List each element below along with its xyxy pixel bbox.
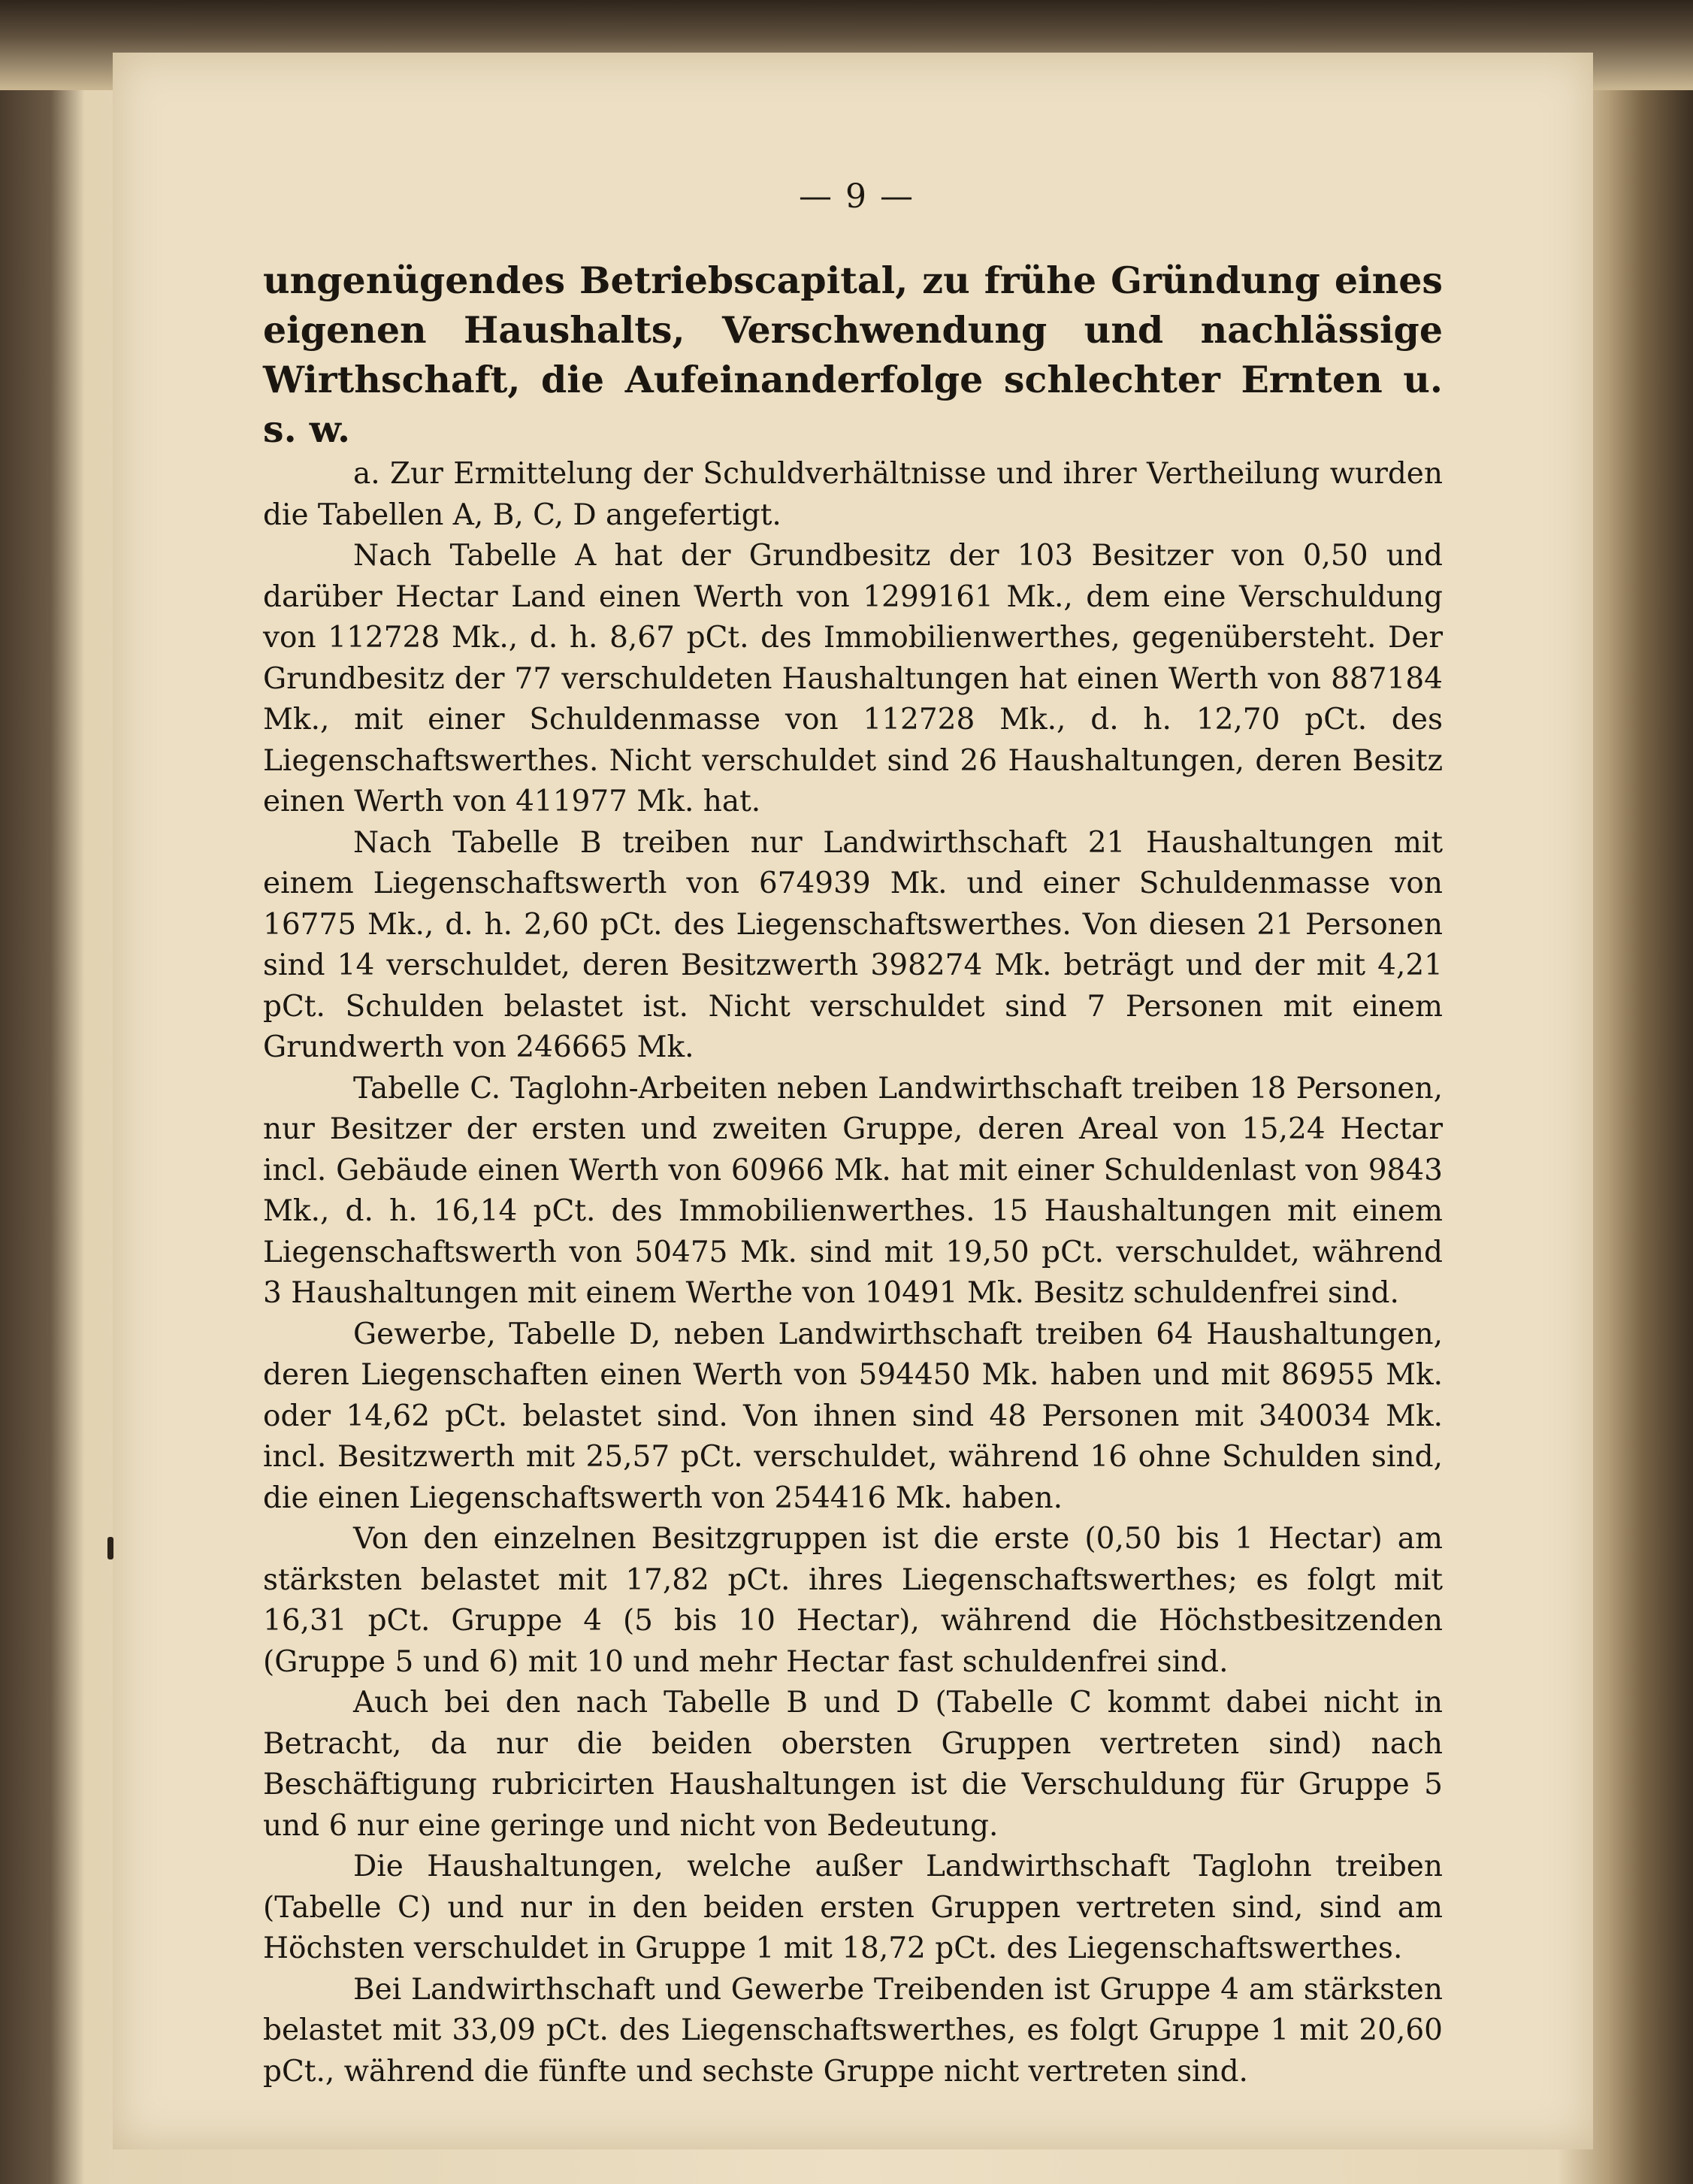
paragraph-gewerbe: Bei Landwirthschaft und Gewerbe Treibenden ist Gruppe 4 am stärksten belastet mit 33,09 pCt. des Liegenschaftswerthes, es folgt Gruppe 1 mit 20,60 pCt., während die fünfte und sechste Gruppe nicht vertreten sind. (263, 1972, 1443, 2089)
paragraph-taglohn: Die Haushaltungen, welche außer Landwirthschaft Taglohn treiben (Tabelle C) und nur in den beiden ersten Gruppen vertreten sind, sind am Höchsten verschuldet in Gruppe 1 mit 18,72 pCt. des Liegenschaftswerthes. (263, 1850, 1443, 1965)
paragraph-tabelle-a: Nach Tabelle A hat der Grundbesitz der 103 Besitzer von 0,50 und darüber Hectar Land einen Werth von 1299161 Mk., dem eine Verschuldung von 112728 Mk., d. h. 8,67 pCt. des Immobilienwerthes, gegenübersteht. Der Grundbesitz der 77 verschuldeten Haushaltungen hat einen Werth von 887184 Mk., mit einer Schuldenmasse von 112728 Mk., d. h. 12,70 pCt. des Liegenschaftswerthes. Nicht verschuldet sind 26 Haushaltungen, deren Besitz einen Werth von 411977 Mk. hat. (263, 539, 1443, 818)
paragraph-tabelle-d: Gewerbe, Tabelle D, neben Landwirthschaft treiben 64 Haushaltungen, deren Liegenschaften einen Werth von 594450 Mk. haben und mit 86955 Mk. oder 14,62 pCt. belastet sind. Von ihnen sind 48 Personen mit 340034 Mk. incl. Besitzwerth mit 25,57 pCt. verschuldet, während 16 ohne Schulden sind, die einen Liegenschaftswerth von 254416 Mk. haben. (263, 1317, 1443, 1515)
paragraph-tabelle-c: Tabelle C. Taglohn-Arbeiten neben Landwirthschaft treiben 18 Personen, nur Besitzer der ersten und zweiten Gruppe, deren Areal von 15,24 Hectar incl. Gebäude einen Werth von 60966 Mk. hat mit einer Schuldenlast von 9843 Mk., d. h. 16,14 pCt. des Immobilienwerthes. 15 Haushaltungen mit einem Liegenschaftswerth von 50475 Mk. sind mit 19,50 pCt. verschuldet, während 3 Haushaltungen mit einem Werthe von 10491 Mk. Besitz schuldenfrei sind. (263, 1071, 1443, 1310)
page-number: — 9 — (799, 177, 915, 216)
paragraph-continuation: ungenügendes Betriebscapital, zu frühe Gründung eines eigenen Haushalts, Verschwendung und nachlässige Wirthschaft, die Aufeinanderfolge schlechter Ernten u. s. w. (263, 259, 1443, 451)
body-text (263, 256, 1443, 2092)
paragraph-section-a: a. Zur Ermittelung der Schuldverhältnisse und ihrer Vertheilung wurden die Tabellen A, B, C, D angefertigt. (263, 457, 1443, 532)
paragraph-besitzgruppen: Von den einzelnen Besitzgruppen ist die erste (0,50 bis 1 Hectar) am stärksten belastet mit 17,82 pCt. ihres Liegenschaftswerthes; es folgt mit 16,31 pCt. Gruppe 4 (5 bis 10 Hectar), während die Höchstbesitzenden (Gruppe 5 und 6) mit 10 und mehr Hectar fast schuldenfrei sind. (263, 1522, 1443, 1679)
paragraph-tabelle-b-und-d: Auch bei den nach Tabelle B und D (Tabelle C kommt dabei nicht in Betracht, da nur die beiden obersten Gruppen vertreten sind) nach Beschäftigung rubricirten Haushaltungen ist die Verschuldung für Gruppe 5 und 6 nur eine geringe und nicht von Bedeutung. (263, 1686, 1443, 1843)
gutter-mark (107, 1537, 113, 1559)
paragraph-tabelle-b: Nach Tabelle B treiben nur Landwirthschaft 21 Haushaltungen mit einem Liegenschaftswerth von 674939 Mk. und einer Schuldenmasse von 16775 Mk., d. h. 2,60 pCt. des Liegenschaftswerthes. Von diesen 21 Personen sind 14 verschuldet, deren Besitzwerth 398274 Mk. beträgt und der mit 4,21 pCt. Schulden belastet ist. Nicht verschuldet sind 7 Personen mit einem Grundwerth von 246665 Mk. (263, 825, 1443, 1064)
